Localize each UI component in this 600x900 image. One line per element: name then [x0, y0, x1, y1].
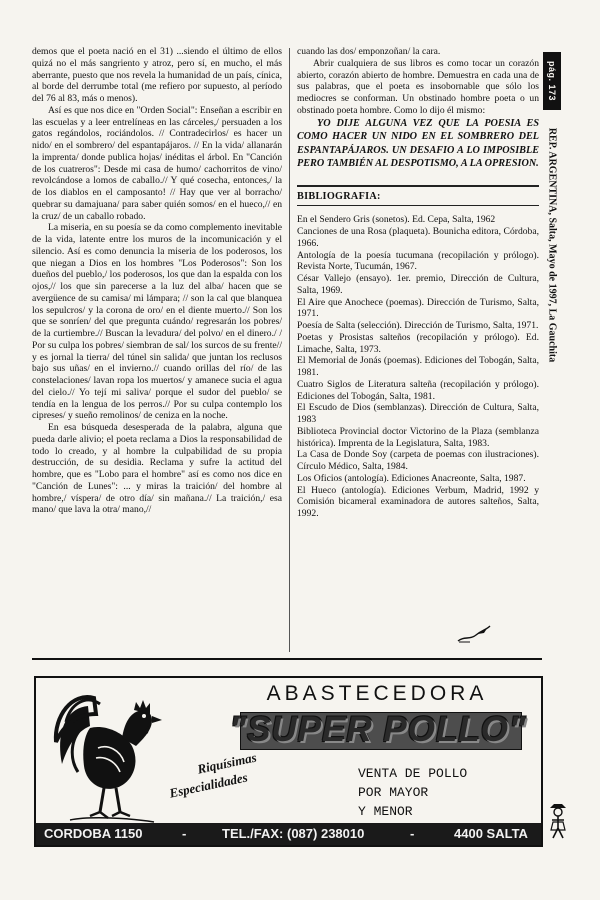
column-divider — [289, 48, 290, 652]
ad-separator-rule — [32, 658, 542, 660]
super-pollo-advertisement — [34, 676, 543, 847]
article-paragraph: cuando las dos/ emponzoñan/ la cara. — [297, 46, 441, 57]
article-paragraph: En esa búsqueda desesperada de la palabra, alguna que pueda darle alivio; el poeta reclama a Dios la responsabilidad de todo lo creado, y al hombre la culpabilidad de su propia destrucción, de su desidia. Reclama y sufre la actitud del hombre, que es "Lobo para el hombre" así es como nos dice en "Canción de Lunes": ... y miras la traición/ del hombre al hombre,/ víspera/ de otro día/ sin mañana.// La traición,/ esa mano/ que lava la otra/ mano,// — [32, 422, 282, 516]
service-line: VENTA DE POLLO — [358, 766, 468, 781]
quill-signature-icon — [456, 624, 492, 644]
right-column — [297, 46, 539, 646]
footer-separator: - — [410, 826, 415, 841]
ad-address: CORDOBA 1150 — [44, 826, 143, 841]
article-paragraph: Así es que nos dice en "Orden Social": Enseñan a escribir en las escuelas y a leer entrelíneas en las cárceles,/ persuaden a los gatos regándolos, rociándolos. // Contradecirlos/ es hacer un nido/ en el sombrero/ del espantapájaros. // En la vida/ allanarán la imprenta/ donde publica hojas/ inéditas el árbol. En "Canción de los cuatreros": Desde mi casa de humo/ cachorritos de vino/ revolcándose a lomos de caballo.// Y qué cosecha, entonces,/ la de los diablos en el camposanto! // Hay que ver al borracho/ quebrar su damajuana/ para saber quién somos/ en el hueco,// en la cruz/ de un caballo robado. — [32, 104, 282, 222]
bibliography-item: César Vallejo (ensayo). 1er. premio, Dirección de Cultura, Salta, 1969. — [297, 273, 539, 296]
bibliography-item: El Memorial de Jonás (poemas). Ediciones del Tobogán, Salta, 1981. — [297, 355, 539, 378]
bibliography-item: Cuatro Siglos de Literatura salteña (recopilación y prólogo). Ediciones del Tobogán, Salta, 1981. — [297, 378, 539, 402]
left-column — [32, 46, 282, 658]
article-paragraph: Abrir cualquiera de sus libros es como tocar un corazón abierto, corazón abierto de hombre. Demuestra en cada una de sus palabras, que el poeta es insobornable que sólo los mediocres se conforman. Un obstinado hombre poeta o un obstinado poeta hombre. Como lo dijo él mismo: — [297, 57, 539, 116]
ad-services — [358, 764, 528, 821]
ad-tagline — [168, 749, 318, 812]
ad-city: 4400 SALTA — [454, 826, 528, 841]
tagline-line: Riquísimas — [196, 749, 258, 777]
ad-phone: TEL./FAX: (087) 238010 — [222, 826, 365, 841]
bibliography-item: El Hueco (antología). Ediciones Verbum, Madrid, 1992 y Comisión bicameral examinadora de autores salteños, Salta, 1992. — [297, 484, 539, 519]
gauchita-mascot-icon — [546, 800, 570, 840]
ad-brand-name: "SUPER POLLO" — [229, 710, 527, 749]
publication-strip — [543, 120, 561, 370]
ad-company-name: ABASTECEDORA — [266, 682, 488, 705]
bibliography-item: En el Sendero Gris (sonetos). Ed. Cepa, Salta, 1962 — [297, 214, 496, 226]
bibliography-item: El Aire que Anochece (poemas). Dirección de Turismo, Salta, 1971. — [297, 296, 539, 320]
bibliography-list — [297, 214, 539, 520]
bibliography-rule — [297, 185, 539, 187]
bibliography-item: La Casa de Donde Soy (carpeta de poemas con ilustraciones). Círculo Médico, Salta, 1984. — [297, 449, 539, 472]
bibliography-item: Antología de la poesía tucumana (recopilación y prólogo). Revista Norte, Tucumán, 1967. — [297, 249, 539, 273]
publication-info: REP. ARGENTINA, Salta, Mayo de 1997, La Gauchita — [546, 127, 558, 363]
bibliography-item: Poesía de Salta (selección). Dirección de Turismo, Salta, 1971. — [297, 320, 539, 331]
footer-separator: - — [182, 826, 187, 841]
page-number-tab — [543, 52, 561, 110]
bibliography-title: BIBLIOGRAFIA: — [297, 190, 381, 202]
tagline-line: Especialidades — [168, 769, 249, 801]
bibliography-item: Los Oficios (antología). Ediciones Anacreonte, Salta, 1987. — [297, 472, 526, 484]
bibliography-item: El Escudo de Dios (semblanzas). Dirección de Cultura, Salta, 1983 — [297, 402, 539, 425]
bibliography-item: Canciones de una Rosa (plaqueta). Bounicha editora, Córdoba, 1966. — [297, 226, 539, 249]
poet-quote: YO DIJE ALGUNA VEZ QUE LA POESIA ES COMO HACER UN NIDO EN EL SOMBRERO DEL ESPANTAPÁJAROS. UN DESAFIO A LO IMPOSIBLE PERO TAMBIÉN AL DESPOTISMO, A LA OPRESION. — [297, 117, 539, 169]
service-line: Y MENOR — [358, 804, 413, 819]
bibliography-item: Biblioteca Provincial doctor Victorino de la Plaza (semblanza histórica). Imprenta de la Legislatura, Salta, 1983. — [297, 425, 539, 449]
ad-contact-bar — [36, 823, 541, 845]
article-paragraph: La miseria, en su poesía se da como complemento inevitable de la vida, latente entre los muros de la incomunicación y el silencio. Así es como denuncia la miseria de los poderosos, los que niegan a Dios en los hombres "Los Poderosos": Son los dueños del pueblo,/ los poderosos, los que dan la espalda con los ojos,// los que sin parecerse a la luz del alba/ hacen que se avergüence de su camisa/ mi lámpara; // son la cal que blanquea los sepulcros/ y la corona de oro/ en el diente muerto.// Son los que se sonríen/ del que pregunta cuándo/ regresarán los pobres/ de la curtiembre.// Buscan la levadura/ del polvo/ en el dinero./ / Por su culpa los pobres/ siembran de sal/ los surcos de su frente// y es jornal la tierra/ del túnel sin salida/ que juntan los reclusos bajo sus uñas/ en el invierno.// cuando orillas del río/ de las constelaciones/ lavan ropa los muertos/ y amanece sucia el agua del cielo.// Yo tejí mi saliva/ porque el sudor del pueblo/ se tendía en la lengua de los perros.// Por su culpa contemplo los cipreses/ y sueño remolinos/ de ceniza en la noche. — [32, 222, 282, 422]
rooster-icon — [50, 686, 170, 828]
page-number: pág. 173 — [547, 60, 557, 102]
bibliography-rule — [297, 205, 539, 206]
bibliography-item: Poetas y Prosistas salteños (recopilación y prólogo). Ed. Limache, Salta, 1973. — [297, 331, 539, 355]
article-paragraph: demos que el poeta nació en el 31) ...siendo el último de ellos quizá no el más sangriento y atroz, pero sí, en mucho, el más aberrante, puesto que nos revela la humanidad de un país, cínica, al borde del derrumbe total (me refiero por supuesto, al período del 76 al 83, más o menos). — [32, 46, 282, 104]
service-line: POR MAYOR — [358, 785, 429, 800]
